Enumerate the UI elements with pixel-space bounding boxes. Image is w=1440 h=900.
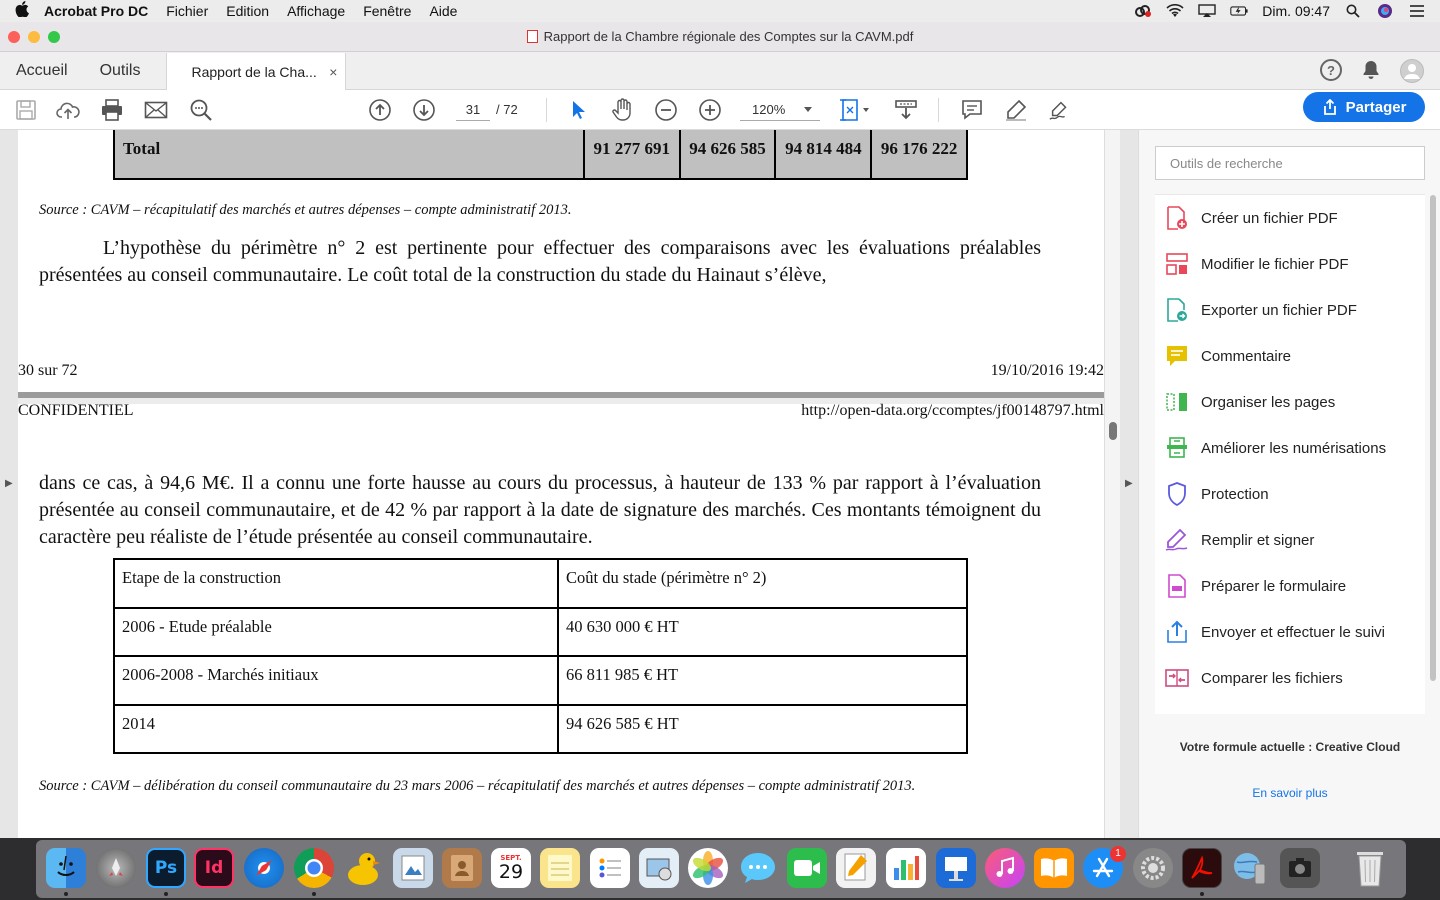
safari-icon[interactable] [244,848,284,888]
tool-enhance-scans[interactable] [1165,433,1386,463]
pdf-page-30 [18,130,1104,396]
tools-pane [1138,130,1440,838]
document-viewer[interactable] [0,130,1120,838]
total-label: Total [123,139,161,158]
menu-edition[interactable]: Edition [226,3,270,19]
reminders-icon[interactable] [590,848,630,888]
page-header-url: http://open-data.org/ccomptes/jf00148797.html [801,402,1104,419]
tool-label: Préparer le formulaire [1201,577,1347,595]
source-note: Source : CAVM – récapitulatif des marchés et autres dépenses – compte administratif 2013. [39,202,572,218]
tab-close-icon[interactable]: × [329,63,338,80]
table-cell: 66 811 985 € HT [558,656,967,705]
scroll-mode-icon[interactable] [894,98,918,122]
photoshop-icon[interactable]: Ps [146,848,186,888]
table-row [114,608,967,657]
table-header-cell: Coût du stade (périmètre n° 2) [558,559,967,608]
tool-comment[interactable] [1165,341,1291,371]
send-track-icon [1165,620,1189,644]
tool-fill-sign[interactable] [1165,525,1314,555]
tool-label: Envoyer et effectuer le suivi [1201,623,1385,641]
indesign-icon[interactable]: Id [194,848,234,888]
pdf-page-31 [18,404,1104,838]
help-icon[interactable]: ? [1320,59,1342,81]
keynote-icon[interactable] [936,848,976,888]
running-indicator [164,892,168,896]
chevron-down-icon [804,107,812,112]
total-value: 94 626 585 [679,130,775,178]
acrobat-icon[interactable] [1182,848,1222,888]
table-header-cell: Etape de la construction [114,559,558,608]
siri-icon[interactable] [1376,4,1394,18]
creative-cloud-icon[interactable] [1134,4,1152,18]
tab-home[interactable]: Accueil [16,61,68,79]
organize-pages-icon [1165,390,1189,414]
page-footer-date: 19/10/2016 19:42 [990,362,1104,379]
zoom-out-icon[interactable] [654,98,678,122]
running-indicator [64,892,68,896]
tools-search-input[interactable]: Outils de recherche [1155,146,1425,180]
share-button[interactable] [1303,92,1425,122]
wifi-icon[interactable] [1166,4,1184,18]
cost-table [113,558,968,754]
tool-protect[interactable] [1165,479,1269,509]
chrome-icon[interactable] [294,848,334,888]
fit-page-icon[interactable] [838,98,874,122]
right-panel-toggle[interactable] [1120,130,1138,838]
sign-icon[interactable] [1048,98,1072,122]
itunes-icon[interactable] [985,848,1025,888]
tool-label: Comparer les fichiers [1201,669,1343,687]
spotlight-search-icon[interactable] [1344,4,1362,18]
notifications-bell-icon[interactable] [1360,59,1382,81]
main-toolbar [0,90,1440,130]
total-value: 96 176 222 [870,130,966,178]
tab-document[interactable] [166,53,346,90]
airplay-icon[interactable] [1198,4,1216,18]
tool-label: Remplir et signer [1201,531,1315,549]
expand-left-icon: ▶ [5,478,13,489]
battery-icon[interactable] [1230,4,1248,18]
highlight-pen-icon[interactable] [1004,98,1028,122]
toolbar-separator [546,98,547,122]
protect-icon [1165,482,1189,506]
tab-bar [0,52,1440,90]
app-menu-name[interactable]: Acrobat Pro DC [44,3,149,19]
share-label: Partager [1345,98,1407,116]
enhance-scans-icon [1165,436,1189,460]
table-cell: 2014 [114,705,558,754]
window-minimize-button[interactable] [28,31,40,43]
zoom-in-icon[interactable] [698,98,722,122]
tool-label: Protection [1201,485,1269,503]
tab-document-label: Rapport de la Cha... [191,63,317,80]
window-close-button[interactable] [8,31,20,43]
menu-aide[interactable]: Aide [429,3,458,19]
finder-icon[interactable] [46,848,86,888]
previous-page-icon[interactable] [368,98,392,122]
toolbar-separator [938,98,939,122]
app-store-badge: 1 [1110,846,1126,862]
email-icon[interactable] [144,98,168,122]
photos-icon[interactable] [688,848,728,888]
dock-separator [1336,848,1337,890]
user-avatar-icon[interactable] [1400,59,1424,83]
prepare-form-icon [1165,574,1189,598]
tool-prepare-form[interactable] [1165,571,1346,601]
tools-list [1155,194,1425,714]
tool-label: Commentaire [1201,347,1292,365]
facetime-icon[interactable] [787,848,827,888]
comment-icon [1165,344,1189,368]
table-row [114,656,967,705]
notification-center-icon[interactable] [1408,4,1426,18]
screenshot-icon[interactable] [1280,848,1320,888]
page-total: / 72 [496,102,518,117]
upload-cloud-icon[interactable] [56,98,80,122]
preview-icon[interactable] [393,848,433,888]
tool-label: Exporter un fichier PDF [1201,301,1357,319]
left-panel-toggle[interactable] [0,130,18,838]
window-title [0,29,1440,44]
running-indicator [312,892,316,896]
total-value: 94 814 484 [774,130,870,178]
cyberduck-icon[interactable] [343,848,383,888]
scrollbar-thumb[interactable] [1109,422,1117,440]
print-icon[interactable] [100,98,124,122]
menu-affichage[interactable]: Affichage [287,3,346,19]
page-number-input[interactable]: 31 [456,99,490,121]
window-title-text: Rapport de la Chambre régionale des Comptes sur la CAVM.pdf [543,29,914,44]
zoom-level-value: 120% [752,102,786,117]
share-icon [1322,99,1338,115]
table-cell: 2006 - Etude préalable [114,608,558,657]
zoom-search-icon[interactable] [189,98,213,122]
script-editor-icon[interactable] [836,848,876,888]
tool-compare-files[interactable] [1165,663,1343,693]
tool-create-pdf[interactable] [1165,203,1338,233]
menu-fenetre[interactable]: Fenêtre [363,3,412,19]
tool-send-track[interactable] [1165,617,1385,647]
running-indicator [1200,892,1204,896]
create-pdf-icon [1165,206,1189,230]
table-cell: 40 630 000 € HT [558,608,967,657]
network-utility-icon[interactable] [1229,848,1269,888]
hand-tool-icon[interactable] [610,98,634,122]
collapse-right-icon: ▶ [1125,478,1133,489]
export-pdf-icon [1165,298,1189,322]
tab-tools[interactable]: Outils [99,61,141,79]
system-preferences-icon[interactable] [1133,848,1173,888]
tool-export-pdf[interactable] [1165,295,1357,325]
macos-menu-bar [0,0,1440,22]
learn-more-link[interactable]: En savoir plus [1252,786,1328,800]
tool-label: Organiser les pages [1201,393,1336,411]
total-row [113,130,968,180]
total-value: 91 277 691 [583,130,679,178]
pdf-file-icon [527,30,538,43]
tools-pane-scrollbar[interactable] [1430,195,1436,681]
paragraph: dans ce cas, à 94,6 M€. Il a connu une forte hausse au cours du processus, à hauteur de 133 % par rapport à l’évaluation présentée au conseil communautaire, et de 42 % par rapport à la date de signature des marchés. Ces montants témoignent du caractère peu réaliste de l’étude présentée au conseil communautaire. [39,472,1041,548]
menubar-clock[interactable]: Dim. 09:47 [1262,3,1330,19]
calendar-month: SEPT. [500,854,522,862]
macos-dock [0,838,1440,900]
edit-pdf-icon [1165,252,1189,276]
next-page-icon[interactable] [412,98,436,122]
calendar-icon[interactable] [491,848,531,888]
compare-files-icon [1165,666,1189,690]
apple-menu-icon[interactable] [0,1,44,22]
fill-sign-icon [1165,528,1189,552]
table-cell: 2006-2008 - Marchés initiaux [114,656,558,705]
zoom-level-select[interactable] [740,99,820,121]
page-header-confidential: CONFIDENTIEL [18,402,134,419]
tool-edit-pdf[interactable] [1165,249,1349,279]
tool-organize-pages[interactable] [1165,387,1335,417]
menu-fichier[interactable]: Fichier [166,3,209,19]
calendar-day: 29 [498,861,524,883]
trash-icon[interactable] [1350,848,1390,888]
document-scrollbar[interactable] [1104,130,1120,838]
notes-icon[interactable] [540,848,580,888]
table-cell: 94 626 585 € HT [558,705,967,754]
source-note: Source : CAVM – délibération du conseil communautaire du 23 mars 2006 – récapitulatif des marchés et autres dépenses – compte administratif 2013. [39,778,916,794]
window-titlebar [0,22,1440,52]
tool-label: Modifier le fichier PDF [1201,255,1349,273]
save-icon[interactable] [14,98,38,122]
table-row [114,705,967,754]
select-cursor-icon[interactable] [566,98,590,122]
comment-icon[interactable] [960,98,984,122]
window-zoom-button[interactable] [48,31,60,43]
ibooks-icon[interactable] [1034,848,1074,888]
image-capture-icon[interactable] [639,848,679,888]
numbers-icon[interactable] [886,848,926,888]
table-header-row [114,559,967,608]
contacts-icon[interactable] [442,848,482,888]
tool-label: Améliorer les numérisations [1201,439,1387,457]
page-footer-number: 30 sur 72 [18,362,78,379]
messages-icon[interactable] [738,848,778,888]
subscription-plan: Votre formule actuelle : Creative Cloud [1179,740,1401,754]
page-divider [18,392,1104,398]
acrobat-window [0,22,1440,838]
paragraph: L’hypothèse du périmètre n° 2 est pertinente pour effectuer des comparaisons avec les évaluations préalables présentées au conseil communautaire. Le coût total de la construction du stade du Hainaut s’élève, [39,237,1041,286]
tool-label: Créer un fichier PDF [1201,209,1338,227]
launchpad-icon[interactable] [96,848,136,888]
